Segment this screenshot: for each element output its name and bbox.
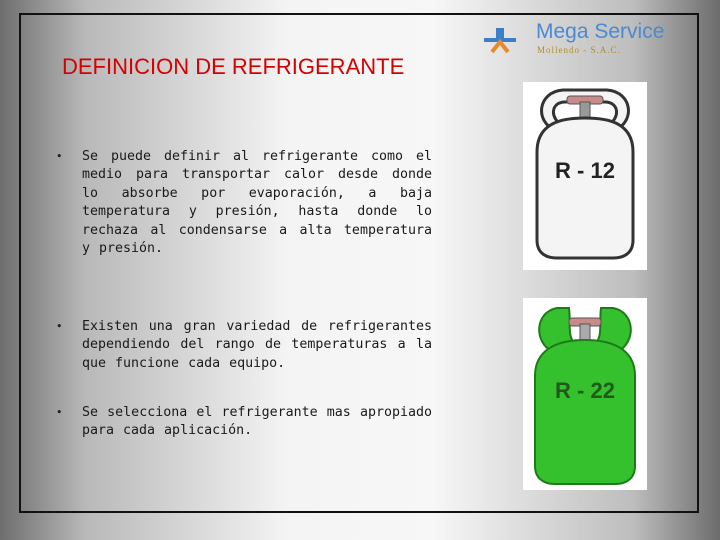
refrigerant-cylinder-icon xyxy=(523,82,647,270)
logo-subtitle: Mollendo - S.A.C. xyxy=(537,45,621,55)
bullet-text-definition: Se puede definir al refrigerante como el medio para transportar calor desde donde lo absorbe por evaporación, a baja temperatura y presión, hasta donde lo rechaza al condensarse a alta temperatura y presión. xyxy=(82,149,432,257)
slide-title: DEFINICION DE REFRIGERANTE xyxy=(62,54,405,79)
logo-mark-icon xyxy=(480,24,520,54)
bullet-marker: • xyxy=(56,150,63,163)
logo-name: Mega Service xyxy=(536,20,665,43)
company-logo xyxy=(480,20,700,60)
bullet-marker: • xyxy=(56,406,63,419)
bullet-text-variety: Existen una gran variedad de refrigerantes dependiendo del rango de temperaturas a la que funcione cada equipo. xyxy=(82,319,432,371)
refrigerant-cylinder-icon xyxy=(523,298,647,490)
cylinder-r12-image xyxy=(523,82,647,270)
cylinder-label: R - 12 xyxy=(555,158,615,183)
cylinder-label: R - 22 xyxy=(555,378,615,403)
cylinder-r22-image xyxy=(523,298,647,490)
bullet-text-selection: Se selecciona el refrigerante mas apropiado para cada aplicación. xyxy=(82,405,432,439)
bullet-marker: • xyxy=(56,320,63,333)
